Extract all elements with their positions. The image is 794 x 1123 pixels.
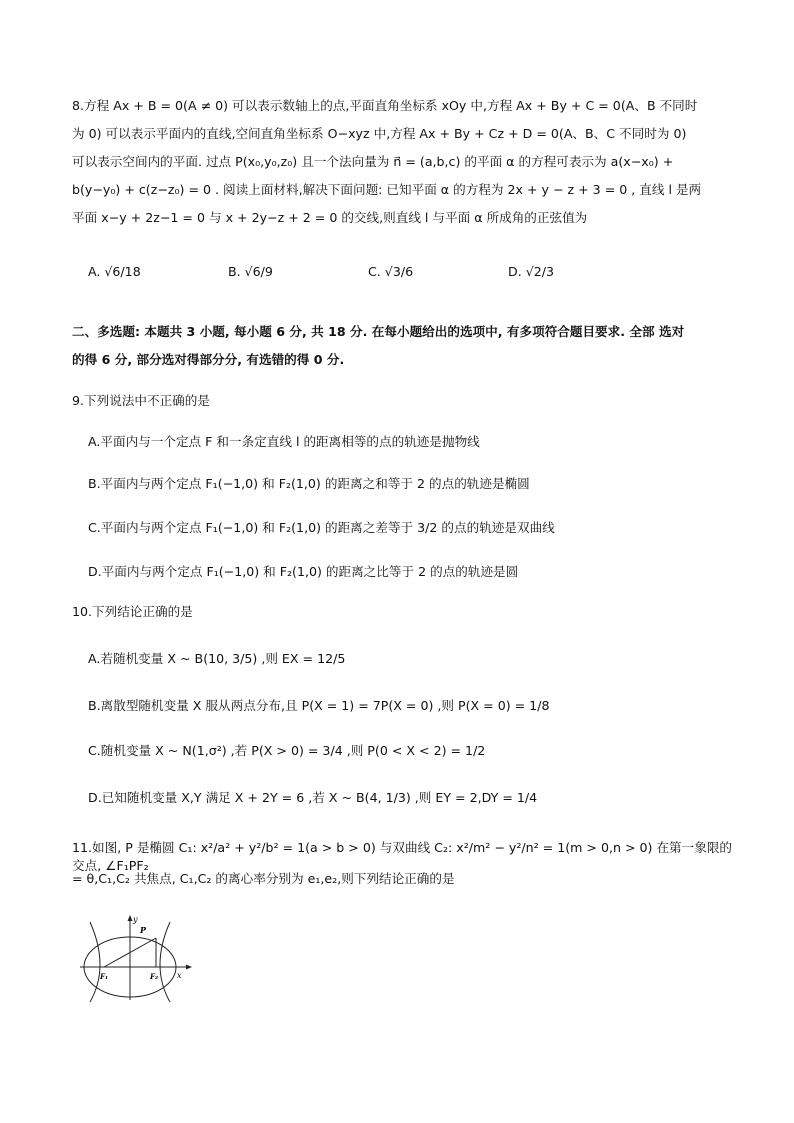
q8-line-4: b(y−y₀) + c(z−z₀) = 0 . 阅读上面材料,解决下面问题: 已知平面 α 的方程为 2x + y − z + 3 = 0 , 直线 l 是两: [72, 182, 702, 197]
hyperbola-right-branch: [160, 922, 170, 1002]
q8-line-2: 为 0) 可以表示平面内的直线,空间直角坐标系 O−xyz 中,方程 Ax + By + Cz + D = 0(A、B、C 不同时为 0): [72, 126, 687, 141]
q9-option-d[interactable]: D.平面内与两个定点 F₁(−1,0) 和 F₂(1,0) 的距离之比等于 2 的点的轨迹是圆: [88, 564, 519, 579]
x-axis-label: x: [177, 971, 182, 980]
q10-stem: 10.下列结论正确的是: [72, 604, 193, 619]
q10-option-a[interactable]: A.若随机变量 X ~ B(10, 3/5) ,则 EX = 12/5: [88, 651, 346, 666]
hyperbola-left-branch: [90, 922, 100, 1002]
section-2-line-1: 二、多选题: 本题共 3 小题, 每小题 6 分, 共 18 分. 在每小题给出的选项中, 有多项符合题目要求. 全部 选对: [72, 324, 685, 339]
q10-option-c[interactable]: C.随机变量 X ~ N(1,σ²) ,若 P(X > 0) = 3/4 ,则 P(0 < X < 2) = 1/2: [88, 743, 486, 758]
q8-option-a[interactable]: A. √6/18: [88, 264, 141, 279]
q9-option-a[interactable]: A.平面内与一个定点 F 和一条定直线 l 的距离相等的点的轨迹是抛物线: [88, 434, 480, 449]
y-axis-arrow: [128, 915, 133, 921]
focus-f2-label: F₂: [150, 972, 159, 981]
x-axis-arrow: [186, 965, 192, 970]
section-2-heading: [72, 318, 722, 374]
section-2-line-2: 的得 6 分, 部分选对得部分分, 有选错的得 0 分.: [72, 352, 345, 367]
q8-option-c[interactable]: C. √3/6: [368, 264, 414, 279]
y-axis-label: y: [133, 915, 138, 924]
q10-option-b[interactable]: B.离散型随机变量 X 服从两点分布,且 P(X = 1) = 7P(X = 0) ,则 P(X = 0) = 1/8: [88, 698, 550, 713]
question-8-stem: [72, 92, 722, 232]
q8-line-1: 8.方程 Ax + B = 0(A ≠ 0) 可以表示数轴上的点,平面直角坐标系 xOy 中,方程 Ax + By + C = 0(A、B 不同时: [72, 98, 698, 113]
ellipse-hyperbola-figure: [76, 912, 196, 1004]
q11-line-2: = θ,C₁,C₂ 共焦点, C₁,C₂ 的离心率分别为 e₁,e₂,则下列结论正确的是: [72, 871, 455, 886]
q8-line-3: 可以表示空间内的平面. 过点 P(x₀,y₀,z₀) 且一个法向量为 n⃗ = (a,b,c) 的平面 α 的方程可表示为 a(x−x₀) +: [72, 154, 674, 169]
q8-option-d[interactable]: D. √2/3: [508, 264, 554, 279]
q9-stem: 9.下列说法中不正确的是: [72, 393, 210, 408]
q9-option-b[interactable]: B.平面内与两个定点 F₁(−1,0) 和 F₂(1,0) 的距离之和等于 2 的点的轨迹是椭圆: [88, 476, 530, 491]
q8-option-b[interactable]: B. √6/9: [228, 264, 273, 279]
q8-line-5: 平面 x−y + 2z−1 = 0 与 x + 2y−z + 2 = 0 的交线,则直线 l 与平面 α 所成角的正弦值为: [72, 210, 588, 225]
q11-line-1: 11.如图, P 是椭圆 C₁: x²/a² + y²/b² = 1(a > b > 0) 与双曲线 C₂: x²/m² − y²/n² = 1(m > 0,n > 0) 在第一象限的交点, ∠F₁PF₂: [72, 840, 733, 873]
q10-option-d[interactable]: D.已知随机变量 X,Y 满足 X + 2Y = 6 ,若 X ~ B(4, 1/3) ,则 EY = 2,DY = 1/4: [88, 790, 538, 805]
q9-option-c[interactable]: C.平面内与两个定点 F₁(−1,0) 和 F₂(1,0) 的距离之差等于 3/2 的点的轨迹是双曲线: [88, 520, 555, 535]
point-p-label: P: [140, 925, 147, 935]
focus-f1-label: F₁: [100, 972, 109, 981]
